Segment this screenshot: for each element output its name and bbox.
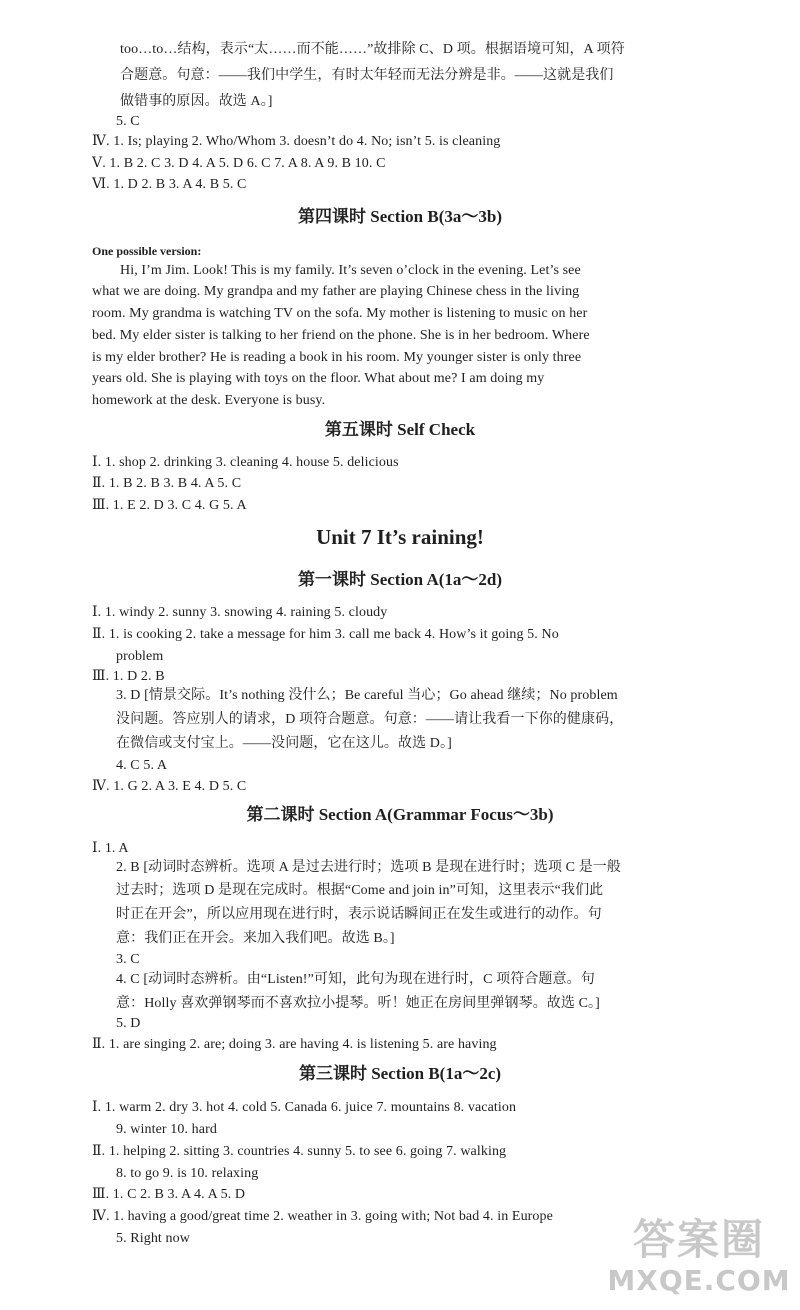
answer-line: Ⅰ. 1. windy 2. sunny 3. snowing 4. raining 5. cloudy: [92, 605, 388, 620]
essay-line: bed. My elder sister is talking to her friend on the phone. She is in her bedroom. Where: [92, 328, 590, 343]
lesson-heading: 第二课时 Section A(Grammar Focus～3b): [246, 805, 554, 824]
watermark-logo: [604, 1214, 794, 1306]
lesson-heading: 第五课时 Self Check: [324, 420, 476, 439]
explanation-line: 4. C [动词时态辨析。由“Listen!”可知，此句为现在进行时，C 项符合题意。句: [116, 972, 595, 987]
answer-line: Ⅳ. 1. Is; playing 2. Who/Whom 3. doesn’t do 4. No; isn’t 5. is cleaning: [92, 134, 501, 149]
answer-line: Ⅰ. 1. shop 2. drinking 3. cleaning 4. house 5. delicious: [92, 455, 399, 470]
lesson-heading: 第三课时 Section B(1a～2c): [298, 1064, 502, 1083]
answer-line: Ⅱ. 1. helping 2. sitting 3. countries 4. sunny 5. to see 6. going 7. walking: [92, 1144, 507, 1159]
watermark-url: MXQE.COM: [607, 1264, 791, 1297]
explanation-line: 3. D [情景交际。It’s nothing 没什么；Be careful 当心；Go ahead 继续；No problem: [116, 688, 618, 703]
essay-line: what we are doing. My grandpa and my father are playing Chinese chess in the living: [92, 284, 580, 299]
answer-line: Ⅰ. 1. A: [92, 841, 129, 856]
answer-line: Ⅱ. 1. B 2. B 3. B 4. A 5. C: [92, 476, 242, 491]
explanation-line: 意：我们正在开会。来加入我们吧。故选 B。]: [116, 931, 395, 946]
lesson-heading: 第一课时 Section A(1a～2d): [298, 570, 502, 589]
unit-heading: Unit 7 It’s raining!: [316, 525, 484, 549]
text-line: too…to…结构，表示“太……而不能……”故排除 C、D 项。根据语境可知，A 项符: [120, 42, 625, 57]
explanation-line: 过去时；选项 D 是现在完成时。根据“Come and join in”可知，这里表示“我们此: [116, 883, 604, 898]
explanation-line: 2. B [动词时态辨析。选项 A 是过去进行时；选项 B 是现在进行时；选项 C 是一般: [116, 860, 622, 875]
answer-line: 5. C: [116, 114, 140, 129]
explanation-line: 在微信或支付宝上。——没问题，它在这儿。故选 D。]: [116, 736, 452, 751]
version-label: One possible version:: [92, 244, 202, 258]
answer-line: Ⅰ. 1. warm 2. dry 3. hot 4. cold 5. Canada 6. juice 7. mountains 8. vacation: [92, 1100, 517, 1115]
answer-line: problem: [116, 649, 164, 664]
lesson-heading: 第四课时 Section B(3a～3b): [298, 207, 502, 226]
answer-line: Ⅱ. 1. is cooking 2. take a message for him 3. call me back 4. How’s it going 5. No: [92, 627, 559, 642]
explanation-line: 意：Holly 喜欢弹钢琴而不喜欢拉小提琴。听！她正在房间里弹钢琴。故选 C。]: [116, 996, 600, 1011]
watermark-logo-text: 答案圈: [632, 1215, 765, 1264]
answer-line: Ⅳ. 1. having a good/great time 2. weather in 3. going with; Not bad 4. in Europe: [92, 1209, 553, 1224]
explanation-line: 时正在开会”，所以应用现在进行时，表示说话瞬间正在发生或进行的动作。句: [116, 907, 602, 922]
answer-line: Ⅲ. 1. D 2. B: [92, 669, 165, 684]
answer-line: Ⅴ. 1. B 2. C 3. D 4. A 5. D 6. C 7. A 8. A 9. B 10. C: [92, 156, 386, 171]
essay-line: room. My grandma is watching TV on the sofa. My mother is listening to music on her: [92, 306, 588, 321]
explanation-line: 没问题。答应别人的请求，D 项符合题意。句意：——请让我看一下你的健康码，: [116, 712, 624, 727]
answer-line: 4. C 5. A: [116, 758, 168, 773]
answer-line: 3. C: [116, 952, 140, 967]
text-line: 合题意。句意：——我们中学生，有时太年轻而无法分辨是非。——这就是我们: [120, 68, 614, 83]
answer-line: Ⅵ. 1. D 2. B 3. A 4. B 5. C: [92, 177, 247, 192]
text-line: 做错事的原因。故选 A。]: [120, 94, 273, 109]
answer-line: 8. to go 9. is 10. relaxing: [116, 1166, 259, 1181]
answer-line: Ⅲ. 1. C 2. B 3. A 4. A 5. D: [92, 1187, 246, 1202]
essay-line: Hi, I’m Jim. Look! This is my family. It’s seven o’clock in the evening. Let’s see: [120, 263, 581, 278]
answer-line: 5. Right now: [116, 1231, 190, 1246]
answer-line: Ⅱ. 1. are singing 2. are; doing 3. are having 4. is listening 5. are having: [92, 1037, 497, 1052]
answer-line: 9. winter 10. hard: [116, 1122, 217, 1137]
answer-line: 5. D: [116, 1016, 141, 1031]
essay-line: years old. She is playing with toys on the floor. What about me? I am doing my: [92, 371, 545, 386]
essay-line: is my elder brother? He is reading a book in his room. My younger sister is only three: [92, 350, 582, 365]
essay-line: homework at the desk. Everyone is busy.: [92, 393, 326, 408]
answer-line: Ⅲ. 1. E 2. D 3. C 4. G 5. A: [92, 498, 247, 513]
answer-line: Ⅳ. 1. G 2. A 3. E 4. D 5. C: [92, 779, 247, 794]
